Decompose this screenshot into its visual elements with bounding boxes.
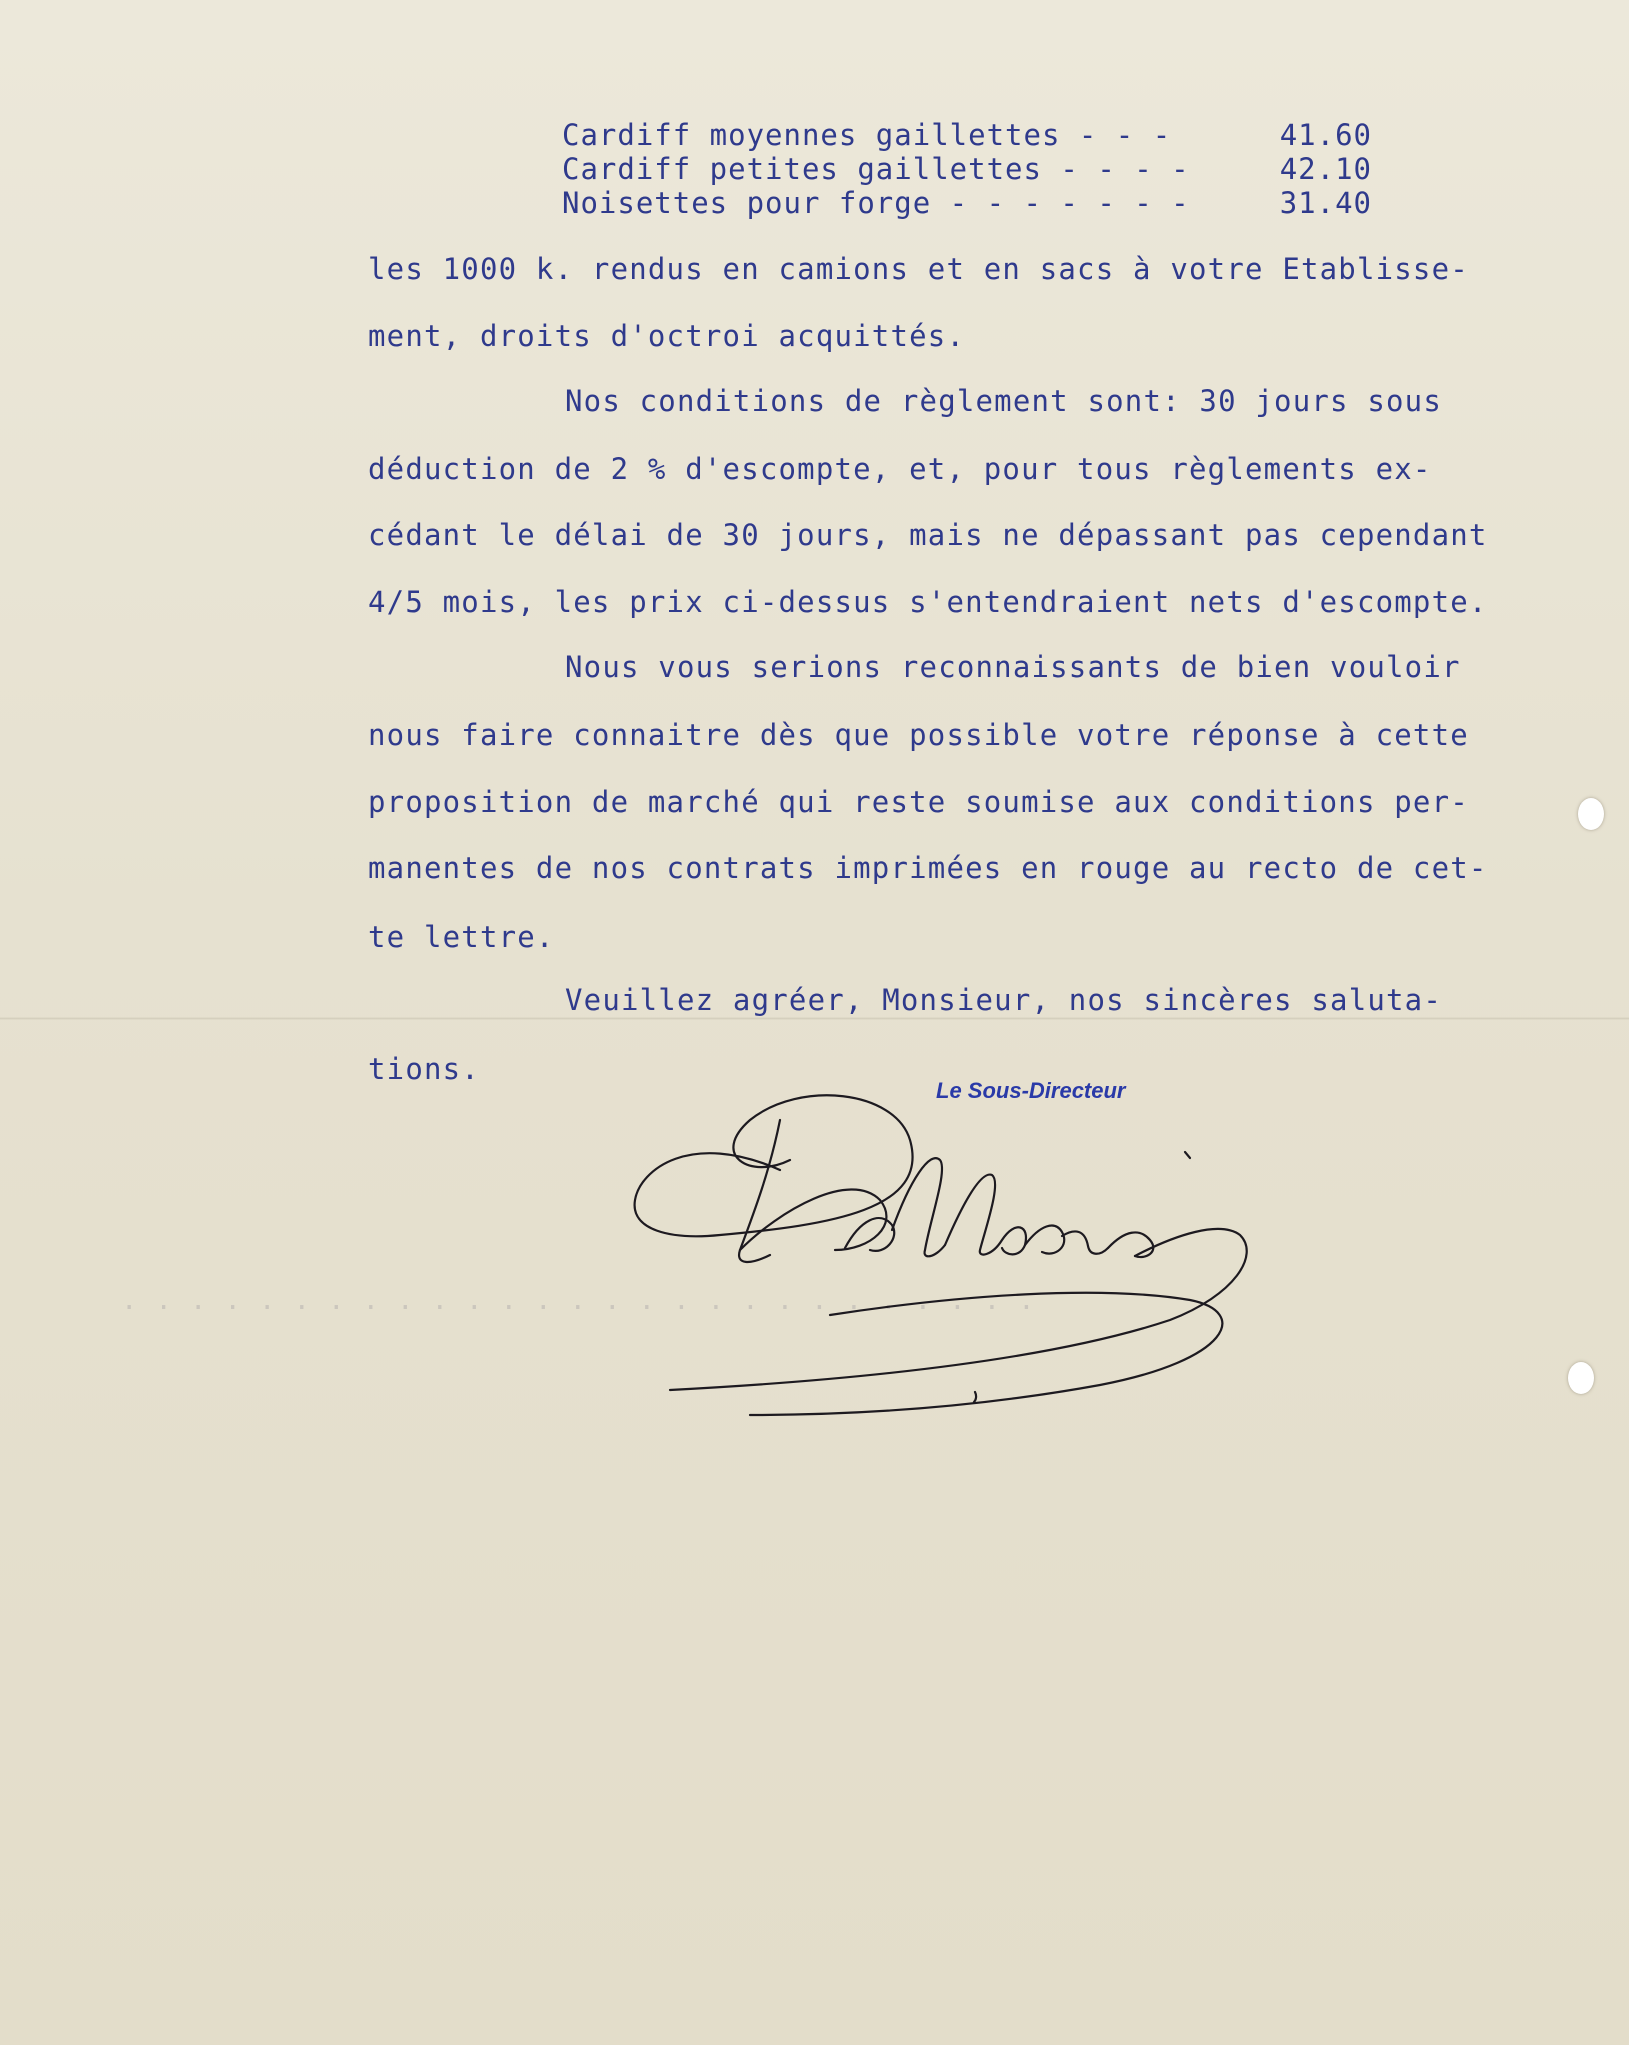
- sous-directeur-stamp: Le Sous-Directeur: [936, 1078, 1126, 1103]
- body-line: cédant le délai de 30 jours, mais ne dépassant pas cependant: [368, 518, 1488, 552]
- body-line: manentes de nos contrats imprimées en rouge au recto de cet-: [368, 851, 1488, 885]
- body-line: 4/5 mois, les prix ci-dessus s'entendraient nets d'escompte.: [368, 585, 1488, 619]
- bleed-through-text: . . . . . . . . . . . . . . . . . . . . . . . . . . .: [120, 1285, 1035, 1316]
- body-line: te lettre.: [368, 920, 555, 954]
- price-label: Noisettes pour forge - - - - - - -: [562, 186, 1190, 220]
- price-value: 42.10: [1279, 152, 1372, 186]
- body-line: tions.: [368, 1052, 480, 1086]
- punch-hole-bottom: [1568, 1362, 1594, 1394]
- body-line: les 1000 k. rendus en camions et en sacs à votre Etablisse-: [368, 252, 1469, 286]
- body-line: déduction de 2 % d'escompte, et, pour tous règlements ex-: [368, 452, 1432, 486]
- punch-hole-top: [1578, 798, 1604, 830]
- price-label: Cardiff petites gaillettes - - - -: [562, 152, 1190, 186]
- body-line: proposition de marché qui reste soumise aux conditions per-: [368, 785, 1469, 819]
- price-label: Cardiff moyennes gaillettes - - -: [562, 118, 1172, 152]
- price-row: [562, 118, 1372, 152]
- body-line: ment, droits d'octroi acquittés.: [368, 319, 966, 353]
- price-value: 41.60: [1279, 118, 1372, 152]
- body-line: Nos conditions de règlement sont: 30 jours sous: [565, 384, 1442, 418]
- body-line: Veuillez agréer, Monsieur, nos sincères saluta-: [565, 983, 1442, 1017]
- price-value: 31.40: [1279, 186, 1372, 220]
- body-line: nous faire connaitre dès que possible votre réponse à cette: [368, 718, 1469, 752]
- paper-fold-line: [0, 1017, 1629, 1020]
- body-line: Nous vous serions reconnaissants de bien vouloir: [565, 650, 1461, 684]
- handwritten-signature: [630, 1060, 1290, 1420]
- price-row: [562, 186, 1372, 220]
- price-row: [562, 152, 1372, 186]
